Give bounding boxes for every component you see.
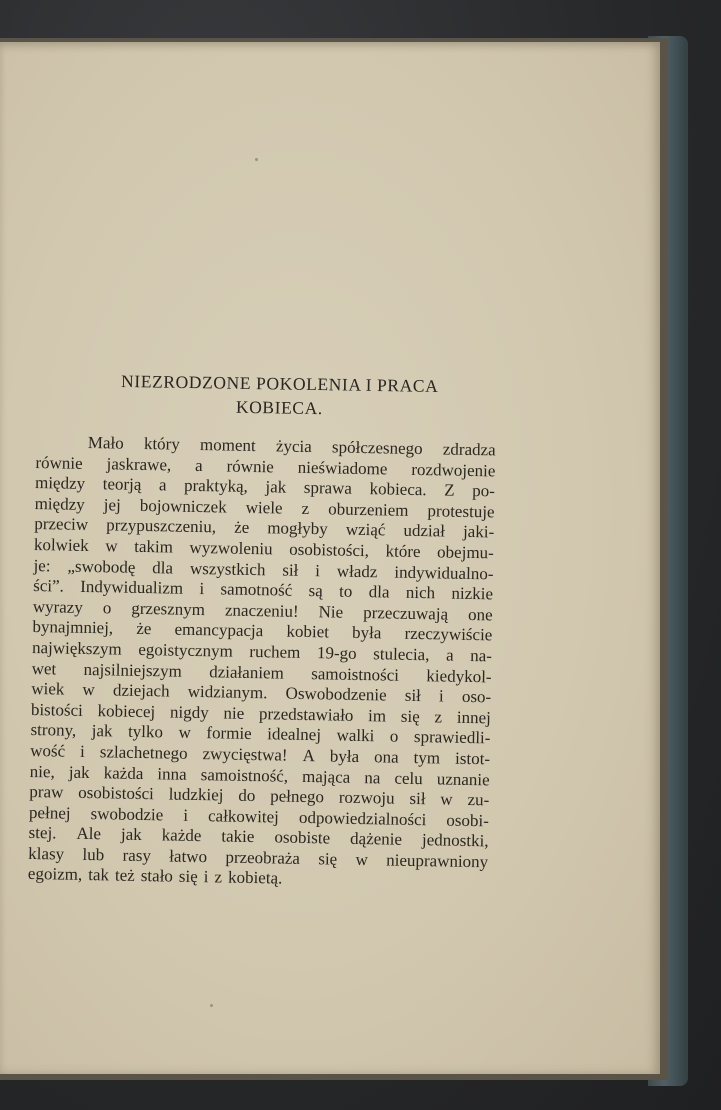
body-text-line: egoizm, tak też stało się i z kobietą. xyxy=(27,864,283,889)
body-text-line: między teorją a praktyką, jak sprawa kobieca. Z po- xyxy=(34,473,496,501)
body-text-line: wet najsilniejszym działaniem samoistności kiedykol- xyxy=(31,658,492,686)
body-text-line: klasy lub rasy łatwo przeobraża się w nieuprawniony xyxy=(28,843,489,872)
body-text-line: bynajmniej, że emancypacja kobiet była rzeczywiście xyxy=(32,617,493,645)
book-page xyxy=(0,42,660,1074)
body-text-line: ści”. Indywidualizm i samotność są to dla nich nizkie xyxy=(33,576,494,604)
body-text-line: bistości kobiecej nigdy nie przedstawiało im się z innej xyxy=(30,699,492,728)
body-text-line: praw osobistości ludzkiej do pełnego rozwoju sił w zu- xyxy=(29,782,490,810)
paper-speck xyxy=(210,1004,213,1007)
body-text-line: je: „swobodę dla wszystkich sił i władz indywidualno- xyxy=(33,555,494,583)
body-text-line: pełnej swobodzie i całkowitej odpowiedzialności osobi- xyxy=(28,802,490,831)
chapter-title-line: NIEZRODZONE POKOLENIA I PRACA xyxy=(120,370,439,396)
body-text-line: wiek w dziejach widzianym. Oswobodzenie sił i oso- xyxy=(31,679,492,707)
chapter-title-line: KOBIECA. xyxy=(235,396,324,419)
body-text-line: największym egoistycznym ruchem 19-go stulecia, a na- xyxy=(31,637,493,666)
body-text-line: kolwiek w takim wyzwoleniu osobistości, które obejmu- xyxy=(33,534,494,563)
chapter-title xyxy=(59,368,500,423)
body-text-line: strony, jak tylko w formie idealnej walki o sprawiedli- xyxy=(30,720,491,748)
body-text-line: wyrazy o grzesznym znaczeniu! Nie przeczuwają one xyxy=(32,596,493,625)
body-text-line: Mało który moment życia spółczesnego zdradza xyxy=(87,432,496,460)
body-text-line: między jej bojowniczek wiele z oburzeniem protestuje xyxy=(34,493,495,522)
body-text-line: stej. Ale jak każde takie osobiste dążenie jednostki, xyxy=(28,823,489,851)
body-text-line: nie, jak każda inna samoistność, mająca na celu uznanie xyxy=(29,761,490,789)
body-text-line: równie jaskrawe, a równie nieświadome rozdwojenie xyxy=(35,452,496,481)
chapter-body-text xyxy=(28,432,496,893)
body-text-line: wość i szlachetnego zwycięstwa! A była ona tym istot- xyxy=(29,740,491,769)
body-text-line: przeciw przypuszczeniu, że mogłyby wziąć udział jaki- xyxy=(34,514,495,542)
paper-speck xyxy=(255,158,258,161)
